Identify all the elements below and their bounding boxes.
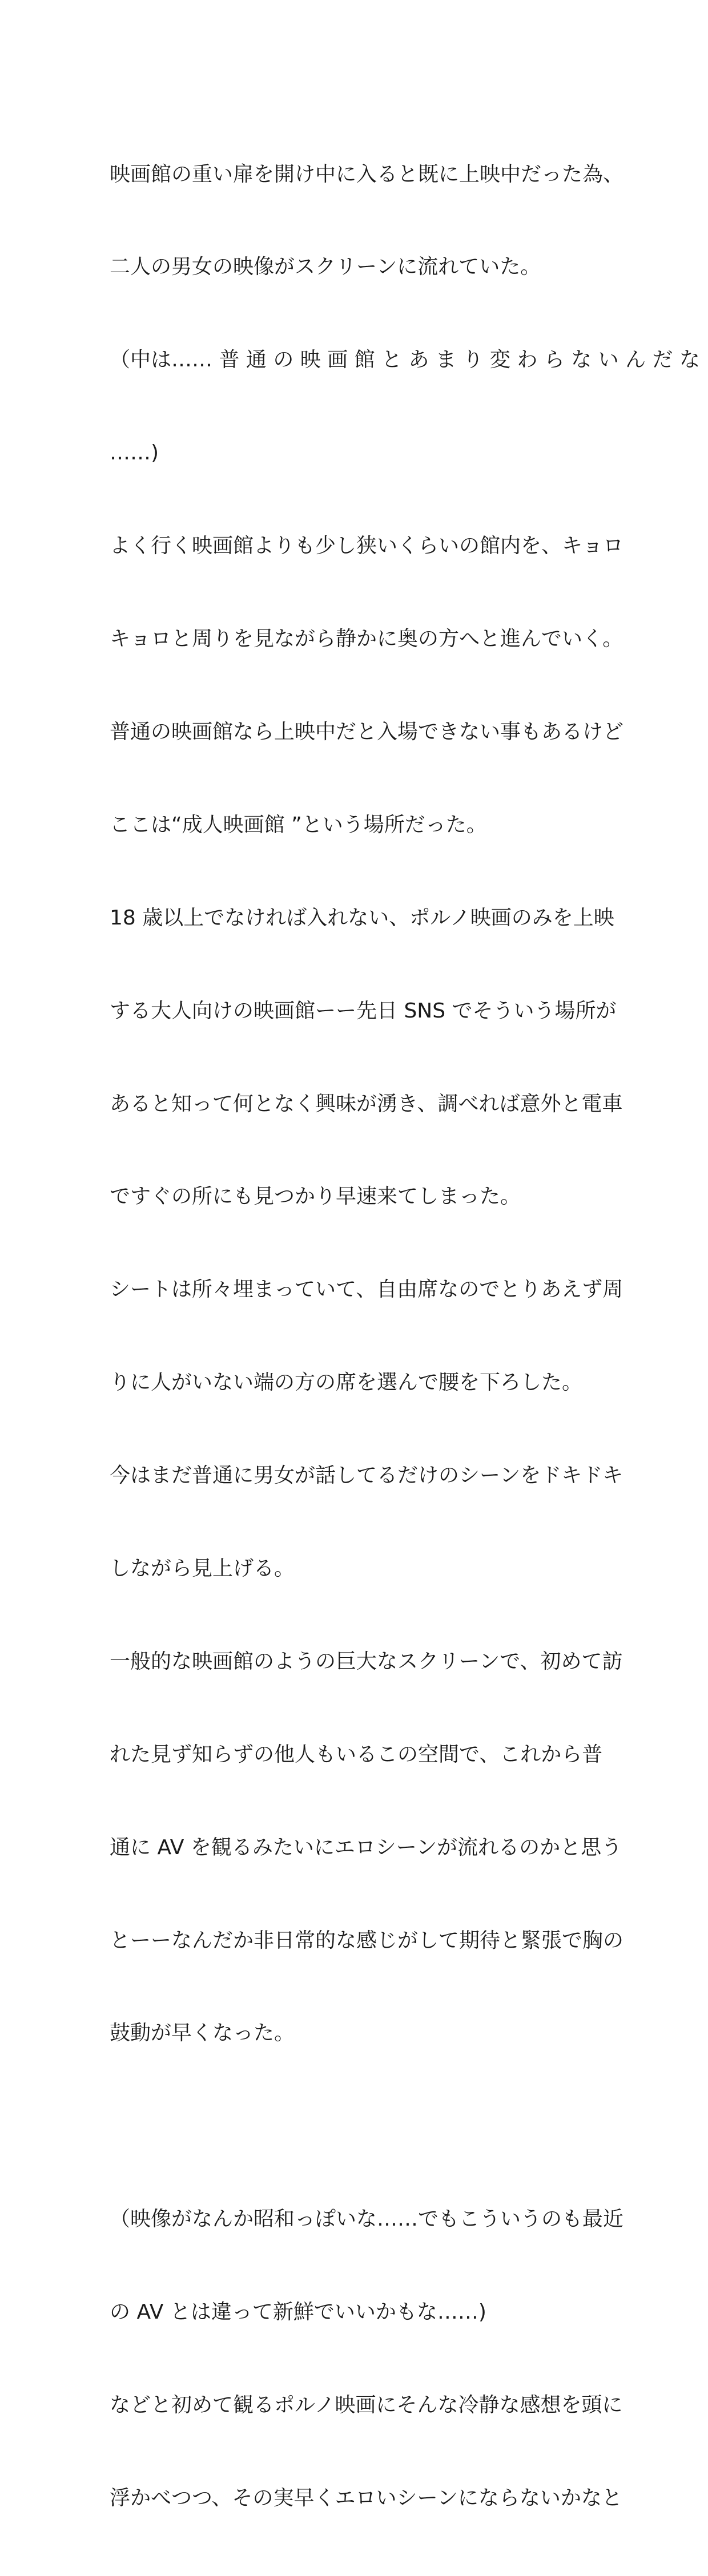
text-line: 18 歳以上でなければ入れない、ポルノ映画のみを上映: [110, 906, 614, 930]
text-line: の AV とは違って新鮮でいいかもな……): [110, 2300, 486, 2324]
text-line: あると知って何となく興味が湧き、調べれば意外と電車: [110, 1092, 623, 1116]
text-line: ……): [110, 441, 159, 465]
text-line: りに人がいない端の方の席を選んで腰を下ろした。: [110, 1371, 583, 1395]
text-line: などと初めて観るポルノ映画にそんな冷静な感想を頭に: [110, 2393, 623, 2417]
text-line: 一般的な映画館のようの巨大なスクリーンで、初めて訪: [110, 1649, 623, 1673]
text-line: （映像がなんか昭和っぽいな……でもこういうのも最近: [110, 2207, 624, 2231]
text-line: ですぐの所にも見つかり早速来てしまった。: [110, 1185, 521, 1209]
text-line: （中は…… 普 通 の 映 画 館 と あ ま り 変 わ ら な い ん だ な: [110, 348, 700, 372]
text-line: 映画館の重い扉を開け中に入ると既に上映中だった為、: [110, 162, 624, 186]
text-line: シートは所々埋まっていて、自由席なのでとりあえず周: [110, 1278, 623, 1302]
text-line: 通に AV を観るみたいにエロシーンが流れるのかと思う: [110, 1835, 622, 1859]
text-line: 二人の男女の映像がスクリーンに流れていた。: [110, 255, 541, 279]
text-line: よく行く映画館よりも少し狭いくらいの館内を、キョロ: [110, 534, 624, 558]
text-line: とーーなんだか非日常的な感じがして期待と緊張で胸の: [110, 1928, 624, 1952]
text-line: キョロと周りを見ながら静かに奥の方へと進んでいく。: [110, 627, 623, 651]
text-line: れた見ず知らずの他人もいるこの空間で、これから普: [110, 1742, 603, 1766]
blank-line: [110, 2111, 612, 2142]
text-line: 今はまだ普通に男女が話してるだけのシーンをドキドキ: [110, 1464, 623, 1488]
text-line: 浮かべつつ、その実早くエロいシーンにならないかなと: [110, 2486, 622, 2510]
text-line: ここは“成人映画館 ”という場所だった。: [110, 813, 487, 837]
text-line: しながら見上げる。: [110, 1556, 295, 1580]
text-line: 普通の映画館なら上映中だと入場できない事もあるけど: [110, 720, 624, 744]
text-line: 鼓動が早くなった。: [110, 2021, 295, 2045]
body-text: [110, 97, 700, 2576]
text-line: する大人向けの映画館ーー先日 SNS でそういう場所が: [110, 999, 617, 1023]
